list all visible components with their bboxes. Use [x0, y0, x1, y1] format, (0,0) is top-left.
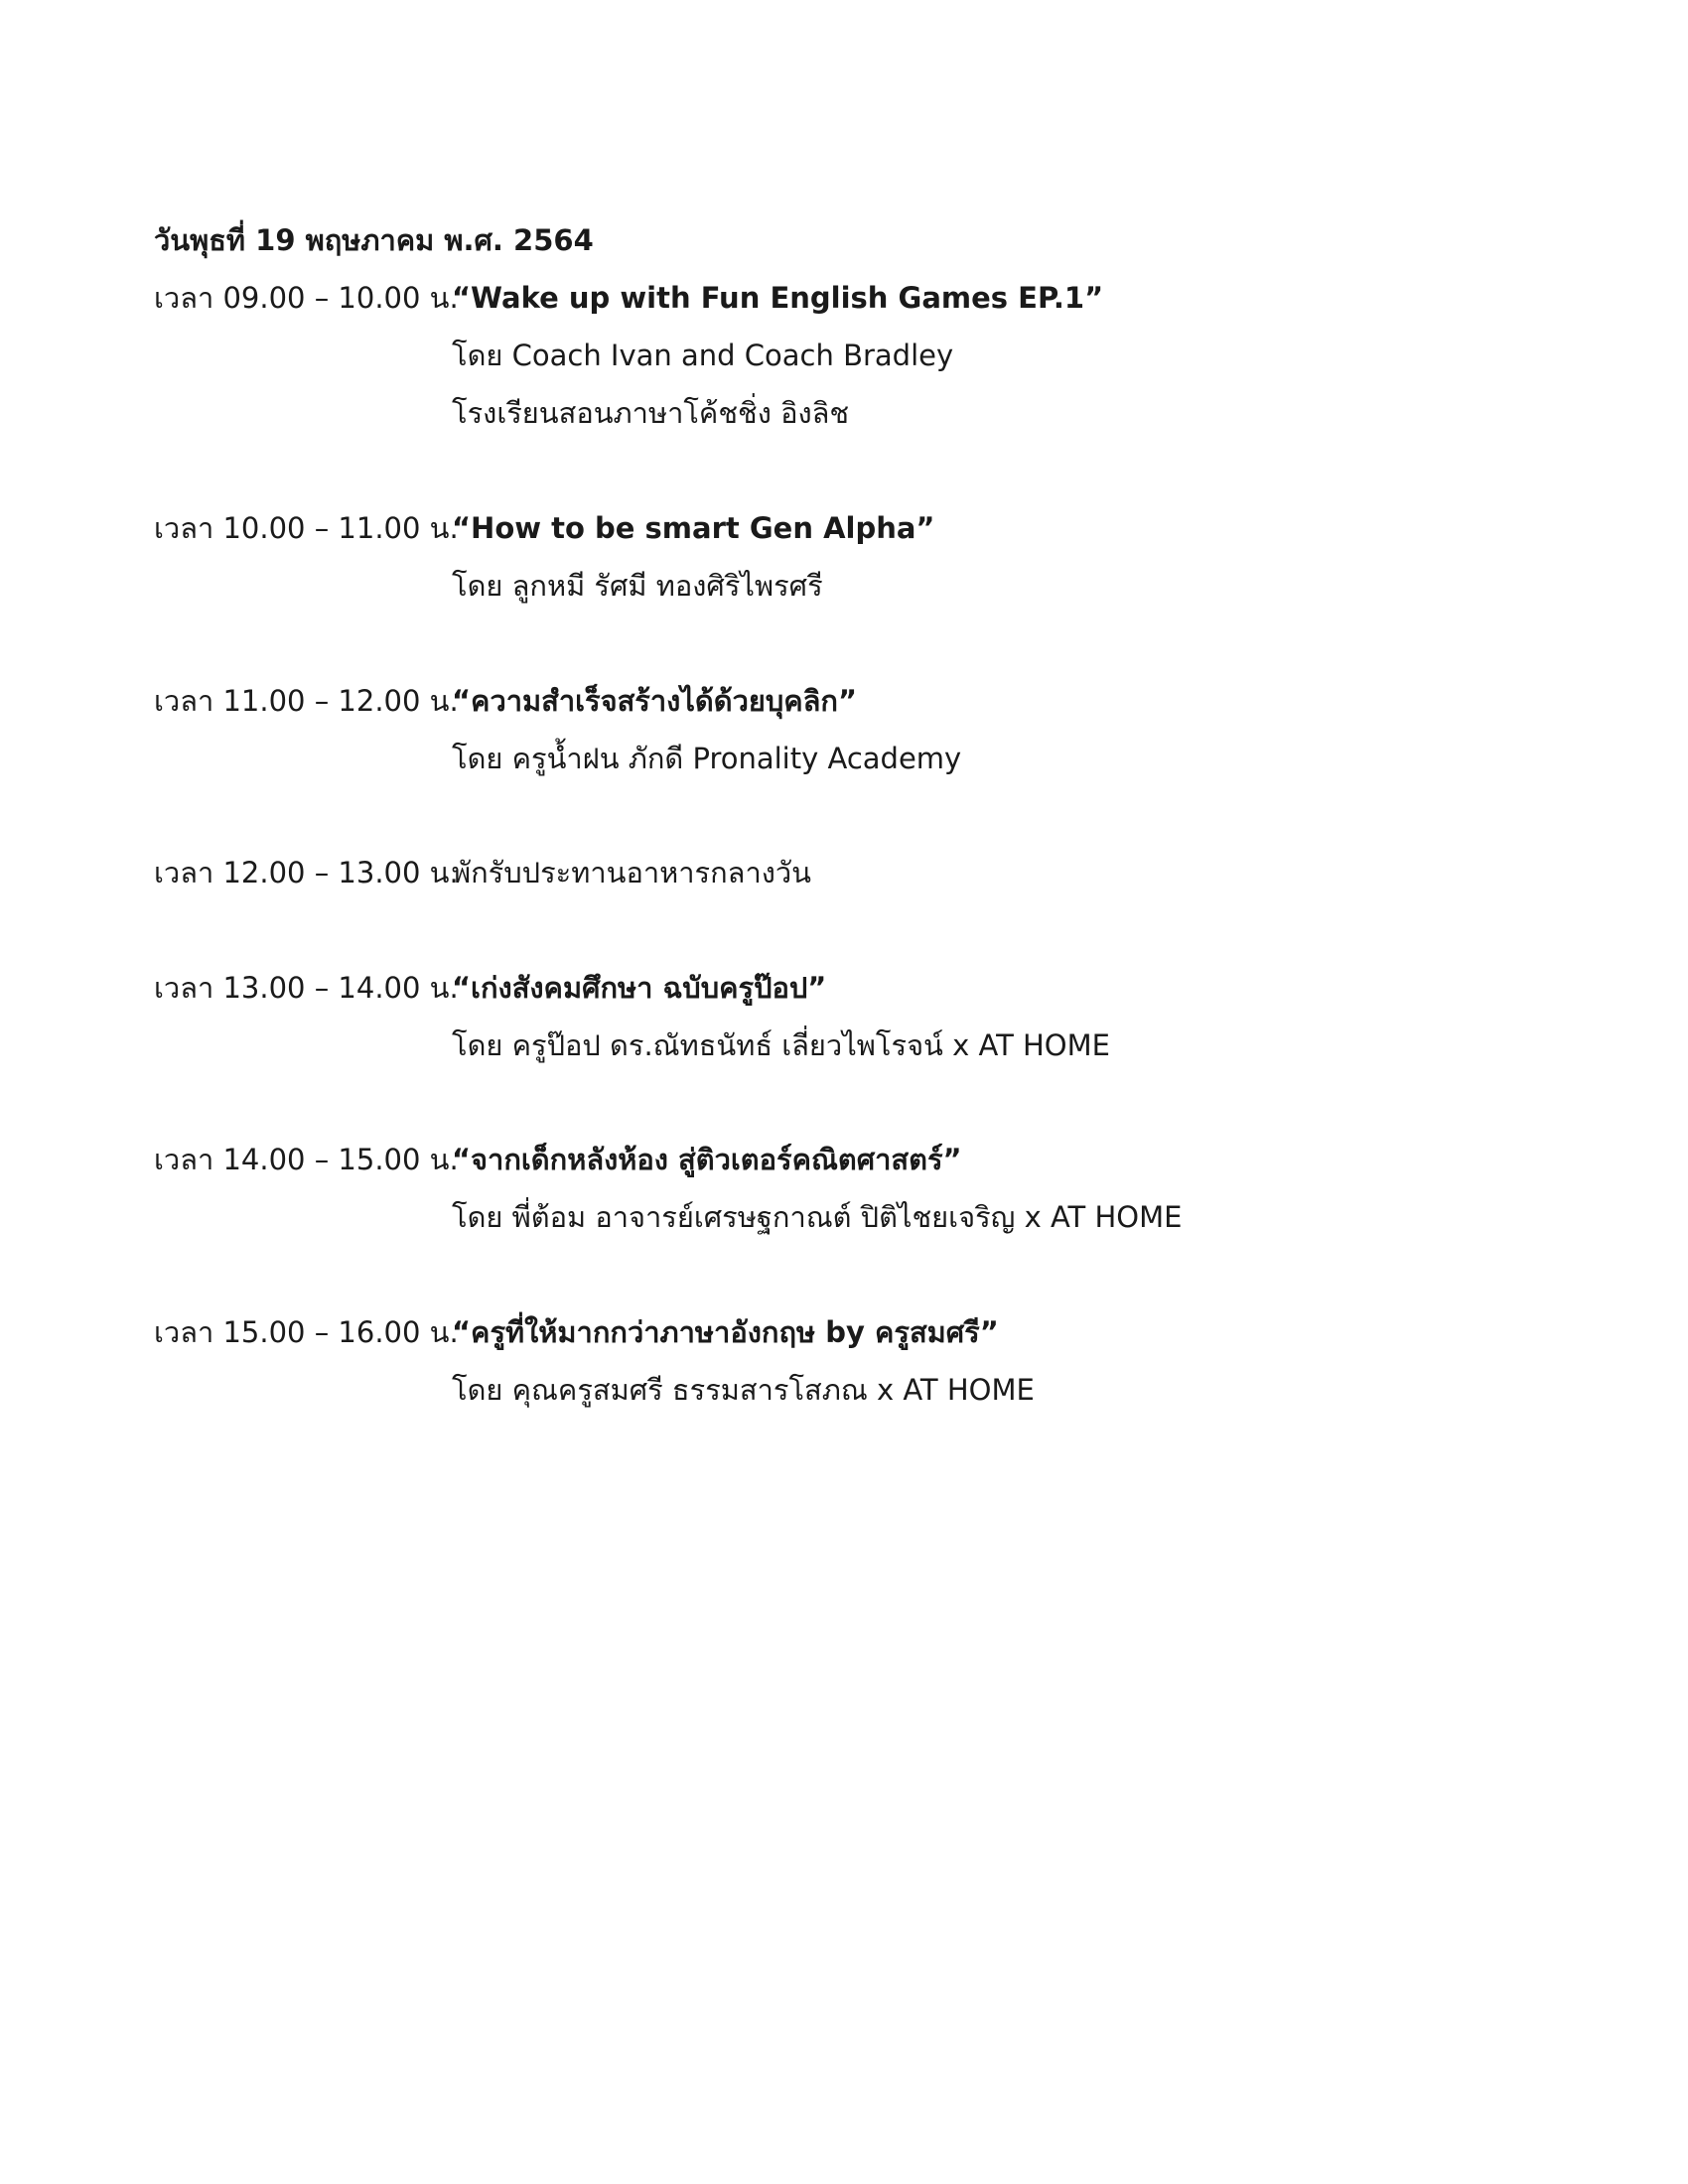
session-time: เวลา 15.00 – 16.00 น. [154, 1315, 459, 1349]
session-time: เวลา 13.00 – 14.00 น. [154, 971, 459, 1005]
session-time: เวลา 12.00 – 13.00 น. [154, 856, 459, 889]
session-time: เวลา 10.00 – 11.00 น. [154, 511, 459, 545]
session-speaker: โดย คุณครูสมศรี ธรรมสารโสภณ x AT HOME [452, 1373, 1035, 1407]
session-details [452, 968, 1544, 1065]
session-speaker: โดย ครูป๊อป ดร.ณัทธนัทธ์ เลี่ยวไพโรจน์ x AT HOME [452, 1028, 1110, 1062]
session-title: “ครูที่ให้มากกว่าภาษาอังกฤษ by ครูสมศรี” [452, 1315, 999, 1349]
session-details [452, 1312, 1544, 1410]
session-title: “Wake up with Fun English Games EP.1” [452, 281, 1104, 315]
date-heading: วันพุธที่ 19 พฤษภาคม พ.ศ. 2564 [154, 223, 594, 257]
session-title: “เก่งสังคมศึกษา ฉบับครูป๊อป” [452, 971, 827, 1005]
session-speaker: โดย ลูกหมี รัศมี ทองศิริไพรศรี [452, 569, 823, 603]
session-time: เวลา 11.00 – 12.00 น. [154, 684, 459, 718]
session-title: “ความสำเร็จสร้างได้ด้วยบุคลิก” [452, 684, 858, 718]
session-speaker: โดย ครูน้ำฝน ภักดี Pronality Academy [452, 742, 962, 775]
session-details [452, 278, 1544, 433]
lunch-break-label: พักรับประทานอาหารกลางวัน [452, 856, 812, 889]
session-speaker: โดย พี่ต้อม อาจารย์เศรษฐกาณต์ ปิติไชยเจริญ x AT HOME [452, 1200, 1183, 1234]
session-time: เวลา 14.00 – 15.00 น. [154, 1143, 459, 1176]
session-organization: โรงเรียนสอนภาษาโค้ชชิ่ง อิงลิช [452, 396, 850, 430]
session-time: เวลา 09.00 – 10.00 น. [154, 281, 459, 315]
session-details [452, 1140, 1544, 1237]
session-title: “จากเด็กหลังห้อง สู่ติวเตอร์คณิตศาสตร์” [452, 1143, 962, 1176]
session-details [452, 853, 1544, 892]
session-details [452, 681, 1544, 778]
session-title: “How to be smart Gen Alpha” [452, 511, 935, 545]
session-details [452, 508, 1544, 606]
session-speaker: โดย Coach Ivan and Coach Bradley [452, 339, 954, 372]
